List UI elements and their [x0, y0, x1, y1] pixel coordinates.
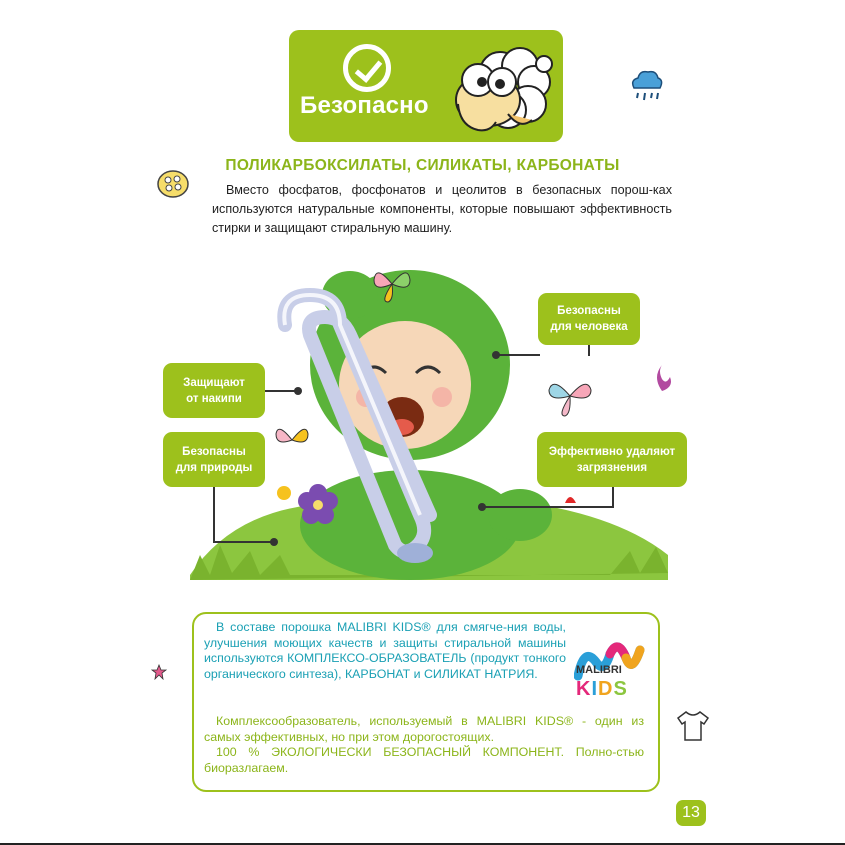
section-heading: ПОЛИКАРБОКСИЛАТЫ, СИЛИКАТЫ, КАРБОНАТЫ — [225, 157, 620, 174]
connector-dot — [270, 538, 278, 546]
connector-line — [496, 354, 540, 356]
connector-dot — [294, 387, 302, 395]
callout-protect-scale — [163, 363, 265, 418]
connector-dot — [492, 351, 500, 359]
callout-safe-human — [538, 293, 640, 345]
rain-cloud-icon — [628, 68, 664, 106]
brand-kids — [576, 678, 646, 700]
brand-kids-letter: D — [598, 678, 614, 700]
butterfly-icon — [370, 262, 414, 306]
connector-line — [612, 487, 614, 507]
check-icon — [343, 44, 391, 92]
moon-icon — [650, 363, 672, 393]
callout-line: Безопасны — [182, 445, 246, 458]
callout-line: для человека — [550, 321, 628, 333]
butterfly-icon — [274, 420, 310, 460]
brand-kids-letter: K — [576, 678, 592, 700]
t-shirt-icon — [676, 708, 710, 744]
intro-paragraph — [212, 181, 672, 238]
brand-kids-letter: S — [613, 678, 628, 700]
info-text: 100 % ЭКОЛОГИЧЕСКИ БЕЗОПАСНЫЙ КОМПОНЕНТ. Полно-стью биоразлагаем. — [204, 745, 644, 775]
info-paragraph-composition — [204, 620, 566, 682]
intro-text: Вместо фосфатов, фосфонатов и цеолитов в безопасных порош-ках используются натуральные компоненты, которые повышают эффективность стирки и защищают стиральную машину. — [212, 183, 672, 235]
brand-kids-letter: I — [591, 678, 599, 700]
callout-line: от накипи — [186, 392, 242, 405]
info-paragraph-notes — [204, 714, 644, 776]
page-number: 13 — [676, 800, 706, 826]
star-icon — [151, 664, 167, 680]
connector-line — [482, 506, 614, 508]
callout-remove-dirt — [537, 432, 687, 487]
callout-safe-nature — [163, 432, 265, 487]
sheep-icon — [438, 34, 556, 138]
callout-line: загрязнения — [576, 461, 648, 474]
connector-line — [588, 345, 590, 356]
connector-dot — [478, 503, 486, 511]
callout-line: Эффективно удаляют — [548, 445, 676, 458]
info-text: Комплексообразователь, используемый в MALIBRI KIDS® - один из самых эффективных, но при этом дорогостоящих. — [204, 714, 644, 744]
butterfly-icon — [545, 374, 595, 420]
connector-line — [213, 487, 215, 542]
callout-line: для природы — [175, 461, 253, 474]
connector-line — [213, 541, 273, 543]
connector-line — [265, 390, 297, 392]
callout-line: Защищают — [183, 376, 245, 389]
brand-name: MALIBRI — [576, 664, 622, 676]
info-text: В составе порошка MALIBRI KIDS® для смягче-ния воды, улучшения моющих качеств и защиты стиральной машины используются КОМПЛЕКСО-ОБРАЗОВАТЕЛЬ (продукт тонкого органического синтеза), КАРБОНАТ и СИЛИКАТ НАТРИЯ. — [204, 620, 566, 681]
badge-title: Безопасно — [300, 92, 429, 119]
callout-line: Безопасны — [557, 305, 621, 317]
